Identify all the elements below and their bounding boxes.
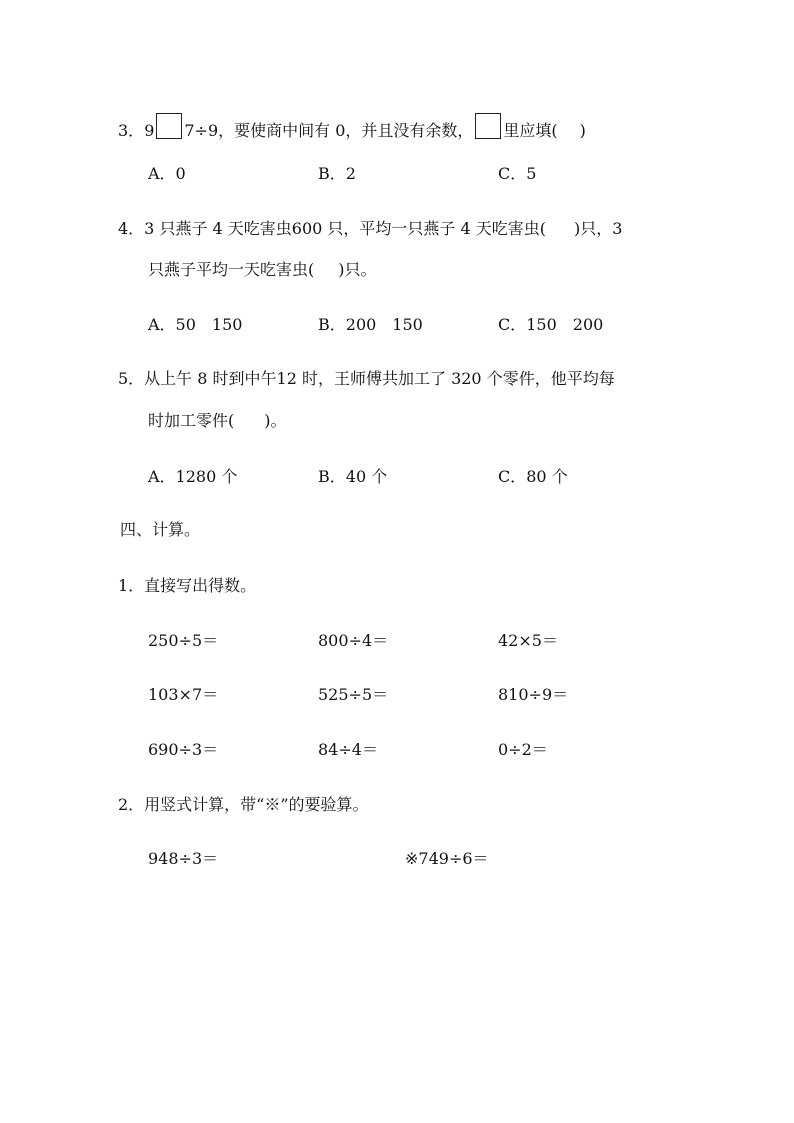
calc-item: 250÷5＝ bbox=[148, 631, 219, 650]
calc-item: 42×5＝ bbox=[498, 631, 558, 650]
calc-item: 525÷5＝ bbox=[318, 685, 389, 704]
calc-item: 810÷9＝ bbox=[498, 685, 569, 704]
calc-1-title: 1．直接写出得数。 bbox=[118, 576, 257, 595]
question-4-line-2 bbox=[148, 260, 377, 280]
question-3-text: 7÷9，要使商中间有 0，并且没有余数， bbox=[184, 121, 474, 140]
question-5-text: 时加工零件( bbox=[148, 411, 235, 430]
blank-box[interactable] bbox=[475, 113, 501, 139]
calc-item: 0÷2＝ bbox=[498, 740, 548, 759]
option-a: A．50 150 bbox=[148, 315, 243, 334]
calc-2-title: 2．用竖式计算，带“※”的要验算。 bbox=[118, 795, 369, 814]
option-c: C．150 200 bbox=[498, 315, 604, 334]
option-c: C．80 个 bbox=[498, 467, 568, 486]
calc-item: 800÷4＝ bbox=[318, 631, 389, 650]
question-5-text-end: )。 bbox=[264, 411, 287, 430]
blank-box[interactable] bbox=[156, 113, 182, 139]
calc-item: 84÷4＝ bbox=[318, 740, 378, 759]
question-3-number: 3． bbox=[118, 121, 145, 140]
question-3-digit: 9 bbox=[144, 121, 155, 140]
question-5-line-1: 5．从上午 8 时到中午12 时，王师傅共加工了 320 个零件，他平均每 bbox=[118, 369, 615, 388]
calc-item: 103×7＝ bbox=[148, 685, 219, 704]
calc-item: 690÷3＝ bbox=[148, 740, 219, 759]
question-4-line-1 bbox=[118, 219, 622, 239]
close-paren: ) bbox=[579, 121, 586, 140]
question-5-line-2 bbox=[148, 411, 287, 431]
question-4-text-end: )只，3 bbox=[574, 219, 623, 238]
question-3 bbox=[118, 113, 586, 141]
option-c: C．5 bbox=[498, 164, 537, 183]
calc-item: ※749÷6＝ bbox=[405, 849, 489, 868]
option-b: B．2 bbox=[318, 164, 356, 183]
calc-item: 948÷3＝ bbox=[148, 849, 219, 868]
question-4-text: 4．3 只燕子 4 天吃害虫600 只，平均一只燕子 4 天吃害虫( bbox=[118, 219, 547, 238]
question-3-text-end: 里应填( bbox=[503, 121, 558, 140]
option-a: A．0 bbox=[148, 164, 186, 183]
question-4-text-2-end: )只。 bbox=[338, 260, 377, 279]
section-title: 四、计算。 bbox=[120, 520, 201, 539]
question-4-text-2: 只燕子平均一天吃害虫( bbox=[148, 260, 315, 279]
option-b: B．40 个 bbox=[318, 467, 388, 486]
option-b: B．200 150 bbox=[318, 315, 423, 334]
option-a: A．1280 个 bbox=[148, 467, 238, 486]
